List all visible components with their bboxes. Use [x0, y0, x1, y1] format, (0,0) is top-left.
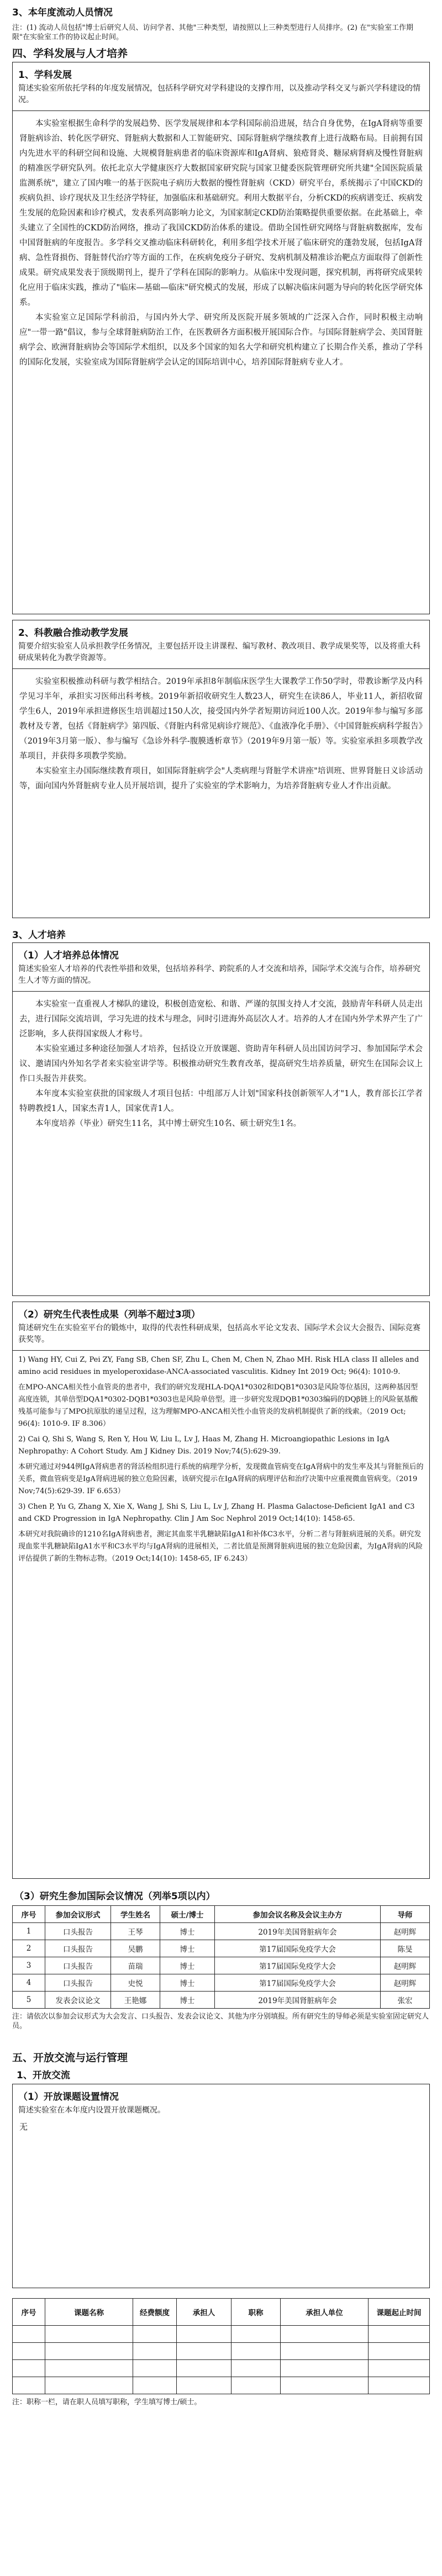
- empty-cell: [369, 2326, 430, 2343]
- empty-cell: [45, 2343, 133, 2360]
- publication-summary: 本研究通过对944例IgA肾病患者的肾活检组织进行系统的病理学分析，发现微血管病变在IgA肾病中的发生率及其与肾脏预后的关系，微血管病变是IgA肾病进展的独立危险因素，该研究提示在IgA肾病的病理评估和治疗决策中应重视微血管病变。（2019 Nov;74(5):629-39. IF 6.653）: [18, 1463, 424, 1495]
- section-3-title: 3、本年度流动人员情况: [12, 7, 113, 18]
- conference-note: 注：请依次以参加会议形式为大会发言、口头报告、发表会议论文、其他为序分别填报。所有研究生的导师必须是实验室固定研究人员。: [12, 2013, 429, 2030]
- empty-cell: [13, 2343, 45, 2360]
- open-topics-title: （1）开放课题设置情况: [18, 2092, 119, 2103]
- empty-cell: [369, 2377, 430, 2394]
- col-header: 学生姓名: [111, 1906, 160, 1923]
- table-row: [13, 2343, 430, 2360]
- col-header: 硕士/博士: [160, 1906, 215, 1923]
- cell: 王艳娜: [111, 1992, 160, 2009]
- table-row: [13, 2377, 430, 2394]
- talent-paragraph: 本实验室一直重视人才梯队的建设，积极创造宽松、和谐、严谨的氛围支持人才交流，鼓励青年科研人员走出去，进行国际交流培训，学习先进的技术与理念，同时引进海外高层次人才。培养的人才在国内外学术界产生了广泛影响，多人获得国家级人才称号。: [19, 1000, 423, 1039]
- open-topics-intro: 简述实验室在本年度内设置开放课题概况。: [18, 2106, 165, 2115]
- open-topics-table-header: [13, 2299, 430, 2326]
- talent-paragraph: 本年度本实验室获批的国家级人才项目包括：中组部万人计划"国家科技创新领军人才"1人，教育部长江学者特聘教授1人，国家杰青1人，国家优青1人。: [19, 1089, 423, 1113]
- empty-cell: [177, 2377, 231, 2394]
- cell: 博士: [160, 1923, 215, 1940]
- table-row: [13, 2360, 430, 2377]
- col-header: 承担人单位: [281, 2299, 369, 2326]
- cell: 1: [13, 1923, 45, 1940]
- discipline-box: [12, 62, 430, 614]
- cell: 3: [13, 1957, 45, 1974]
- table-row: [13, 1957, 430, 1974]
- publication-citation: 1) Wang HY, Cui Z, Pei ZY, Fang SB, Chen SF, Zhu L, Chen M, Chen N, Zhao MH. Risk HLA class II alleles and amino acid residues in myeloperoxidase-ANCA-associated vasculitis. Kidney Int 2019 Oct; 96(4): 1010-9.: [18, 1356, 419, 1376]
- empty-cell: [45, 2360, 133, 2377]
- cell: 博士: [160, 1974, 215, 1992]
- section-4-title: 四、学科发展与人才培养: [12, 48, 128, 60]
- talent-paragraph: 本年度培养（毕业）研究生11名，其中博士研究生10名、硕士研究生1名。: [35, 1119, 302, 1128]
- cell: 发表会议论文: [45, 1992, 111, 2009]
- cell: 张宏: [381, 1992, 430, 2009]
- cell: 博士: [160, 1957, 215, 1974]
- talent-paragraph: 本实验室通过多种途径加强人才培养，包括设立开放课题、资助青年科研人员出国访问学习、参加国际学术会议、邀请国内外知名学者来实验室讲学等。积极推动研究生教育改革，提高研究生培养质量，研究生在国际会议上作口头报告并获奖。: [19, 1045, 423, 1083]
- empty-cell: [369, 2360, 430, 2377]
- talent-overall-title: （1）人才培养总体情况: [18, 950, 119, 961]
- teaching-intro: 简要介绍实验室人员承担教学任务情况，主要包括开设主讲课程、编写教材、教改项目、教学成果奖等，以及将重大科研成果转化为教学资源等。: [13, 640, 429, 669]
- empty-cell: [177, 2360, 231, 2377]
- discipline-intro: 简述实验室所依托学科的年度发展情况，包括科学研究对学科建设的支撑作用，以及推动学科交叉与新兴学科建设的情况。: [13, 82, 429, 111]
- empty-cell: [45, 2326, 133, 2343]
- publication-summary: 本研究对我院确诊的1210名IgA肾病患者，测定其血浆半乳糖缺陷IgA1和补体C3水平，分析二者与肾脏病进展的关系。研究发现血浆半乳糖缺陷IgA1水平和C3水平均与IgA肾病的进展相关，二者比值是预测肾脏病进展的独立危险因素，为IgA肾病的风险评估提供了新的生物标志物。（2019 Oct;14(10): 1458-65, IF 6.243）: [18, 1530, 423, 1563]
- publication-citation: 3) Chen P, Yu G, Zhang X, Xie X, Wang J, Shi S, Liu L, Lv J, Zhang H. Plasma Galactose-Deficient IgA1 and C3 and CKD Progression in IgA Nephropathy. Clin J Am Soc Nephrol 2019 Oct;14(10): 1458-65.: [18, 1503, 415, 1523]
- talent-overall-intro: 简述实验室人才培养的代表性举措和效果，包括培养科学、跨院系的人才交流和培养，国际学术交流与合作，培养研究生人才等方面的情况。: [13, 962, 429, 992]
- empty-cell: [133, 2343, 177, 2360]
- col-header: 课题名称: [45, 2299, 133, 2326]
- cell: 2: [13, 1940, 45, 1957]
- conference-section: [12, 1888, 430, 2031]
- publication-citation: 2) Cai Q, Shi S, Wang S, Ren Y, Hou W, Liu L, Lv J, Haas M, Zhang H. Microangiopathic Lesions in IgA Nephropathy: A Cohort Study. Am J Kidney Dis. 2019 Nov;74(5):629-39.: [18, 1435, 390, 1456]
- open-topics-table: [12, 2298, 430, 2394]
- empty-cell: [281, 2343, 369, 2360]
- cell: 口头报告: [45, 1957, 111, 1974]
- teaching-box: [12, 620, 430, 918]
- col-header: 参加会议形式: [45, 1906, 111, 1923]
- table-row: [13, 1923, 430, 1940]
- discipline-title: 1、学科发展: [18, 70, 72, 81]
- empty-cell: [281, 2360, 369, 2377]
- col-header: 导师: [381, 1906, 430, 1923]
- cell: 苗瑞: [111, 1957, 160, 1974]
- cell: 赵明辉: [381, 1923, 430, 1940]
- col-header: 参加会议名称及会议主办方: [215, 1906, 381, 1923]
- col-header: 课题起止时间: [369, 2299, 430, 2326]
- cell: 第17届国际免疫学大会: [215, 1957, 381, 1974]
- grad-achievements-box: [12, 1302, 430, 1879]
- cell: 史悦: [111, 1974, 160, 1992]
- open-topics-note: 注：职称一栏，请在职人员填写职称，学生填写博士/硕士。: [12, 2398, 202, 2406]
- cell: 吴鹏: [111, 1940, 160, 1957]
- talent-title: 3、人才培养: [12, 930, 66, 941]
- empty-cell: [231, 2343, 281, 2360]
- discipline-body: [13, 111, 429, 376]
- discipline-paragraph: 本实验室立足国际学科前沿，与国内外大学、研究所及医院开展多领域的广泛深入合作，同时积极主动响应"一带一路"倡议，参与全球肾脏病防治工作，在医教研各方面积极开展国际合作。与国际肾脏病学会、美国肾脏病学会、欧洲肾脏病协会等国际学术组织，以及多个国家的知名大学和研究机构建立了长期合作关系，推动了学科的国际化发展，实验室成为国际肾脏病学会认定的国际培训中心，培养国际肾脏病专业人才。: [19, 313, 423, 367]
- empty-cell: [13, 2377, 45, 2394]
- col-header: 序号: [13, 2299, 45, 2326]
- empty-cell: [45, 2377, 133, 2394]
- cell: 口头报告: [45, 1940, 111, 1957]
- open-topics-table-section: [12, 2298, 430, 2407]
- empty-cell: [13, 2360, 45, 2377]
- table-row: [13, 1974, 430, 1992]
- empty-cell: [281, 2377, 369, 2394]
- talent-overall-box: [12, 942, 430, 1296]
- teaching-body: [13, 669, 429, 799]
- empty-cell: [177, 2343, 231, 2360]
- empty-cell: [13, 2326, 45, 2343]
- empty-cell: [231, 2377, 281, 2394]
- cell: 4: [13, 1974, 45, 1992]
- col-header: 经费额度: [133, 2299, 177, 2326]
- col-header: 承担人: [177, 2299, 231, 2326]
- teaching-title: 2、科教融合推动教学发展: [18, 628, 128, 639]
- cell: 博士: [160, 1940, 215, 1957]
- cell: 2019年美国肾脏病年会: [215, 1923, 381, 1940]
- open-topics-box: [12, 2084, 430, 2288]
- open-topics-content: 无: [19, 2122, 28, 2132]
- col-header: 序号: [13, 1906, 45, 1923]
- grad-achievements-list: [13, 1351, 429, 1572]
- table-row: [13, 2326, 430, 2343]
- cell: 第17届国际免疫学大会: [215, 1940, 381, 1957]
- publication-summary: 在MPO-ANCA相关性小血管炎的患者中，我们的研究发现HLA-DQA1*0302和DQB1*0303是风险等位基因，这两种基因型高度连锁，其单倍型DQA1*0302-DQB1*0303也是风险单倍型。进一步研究发现DQB1*0303编码的DQβ链上的风险氨基酸残基可能参与了MPO抗原肽的递呈过程，这为理解MPO-ANCA相关性小血管炎的发病机制提供了新的线索。（2019 Oct; 96(4): 1010-9. IF 8.306）: [18, 1383, 418, 1428]
- discipline-paragraph: 本实验室根据生命科学的发展趋势、医学发展规律和本学科国际前沿进展，结合自身优势，在IgA肾病等重要肾脏病诊治、转化医学研究、肾脏病大数据和人工智能研究、国际肾脏病学继续教育上进行战略布局。目前拥有国内先进水平的科研空间和设施、大规模肾脏病患者的临床资源库和IgA肾病、狼疮肾炎、糖尿病肾病及慢性肾脏病的精准医学研究队列。依托北京大学健康医疗大数据国家研究院与国家卫健委医院管理研究所共建"全国医院质量监测系统"，建立了国内唯一的基于医院电子病历大数据的慢性肾脏病（CKD）研究平台，系统揭示了中国CKD的疾病负担、诊疗现状及卫生经济学特征，加强临床和基础研究。利用大数据平台，分析CKD的疾病谱变迁、疾病发生发展的危险因素和诊疗模式，发表系列高影响力论文，为国家制定CKD防治策略提供重要依据。在此基础上，牵头建立了全国性的CKD防治网络，推动了我国CKD防治体系的建设。借助全国性研究网络与肾脏病数据库，发布中国肾脏病的年度报告。多学科交叉推动临床科研转化，利用多组学技术开展了临床研究的蓬勃发展，包括IgA肾病、急性肾损伤、肾脏替代治疗等方面的工作，在疾病免疫分子研究、发病机制及精准诊治靶点方面取得了创新性成果。研究成果发表于顶级期刊上，提升了学科在国际的影响力。从临床中发现问题，探究机制，再将研究成果转化应用于临床实践，推动了"临床—基础—临床"研究模式的发展，形成了以解决临床问题为导向的转化医学研究体系。: [19, 119, 423, 307]
- open-exchange-title: 1、开放交流: [17, 2070, 70, 2081]
- empty-cell: [369, 2343, 430, 2360]
- cell: 第17届国际免疫学大会: [215, 1974, 381, 1992]
- section-5-title: 五、开放交流与运行管理: [12, 2052, 128, 2064]
- empty-cell: [177, 2326, 231, 2343]
- cell: 赵明辉: [381, 1957, 430, 1974]
- conference-table-header: [13, 1906, 430, 1923]
- teaching-paragraph: 本实验室主办国际继续教育项目，如国际肾脏病学会"人类病理与肾脏学术讲座"培训班、世界肾脏日义诊活动等，面向国内外肾脏病专业人员开展培训，提升了实验室的学术影响力，为培养肾脏病专业人才作出贡献。: [19, 767, 423, 791]
- grad-achievements-title: （2）研究生代表性成果（列举不超过3项）: [18, 1309, 201, 1320]
- cell: 赵明辉: [381, 1974, 430, 1992]
- talent-overall-body: [13, 992, 429, 1137]
- empty-cell: [281, 2326, 369, 2343]
- empty-cell: [133, 2360, 177, 2377]
- cell: 2019年美国肾脏病年会: [215, 1992, 381, 2009]
- grad-achievements-intro: 简述研究生在实验室平台的锻炼中，取得的代表性科研成果，包括高水平论文发表、国际学术会议大会报告、国际竞赛获奖等。: [13, 1321, 429, 1351]
- cell: 王琴: [111, 1923, 160, 1940]
- col-header: 职称: [231, 2299, 281, 2326]
- teaching-paragraph: 实验室积极推动科研与教学相结合。2019年承担8年制临床医学生大课教学工作50学时，带教诊断学及内科学见习半年，承担实习医师出科考核。2019年新招收研究生人数23人，研究生在读86人，毕业11人，新招收留学生6人，2019年承担进修医生培训超过150人次，接受国内外学者短期访问近100人次。2019年参与编写多部教材及专著，包括《肾脏病学》第四版、《肾脏内科常见病诊疗规范》、《血液净化手册》、《中国肾脏疾病科学报告》（2019年3月第一版）、参与编写《急诊外科学-腹膜透析章节》（2019年9月第一版）等。实验室承担多项教学改革项目，并获得多项教学奖励。: [19, 677, 423, 761]
- conference-title: （3）研究生参加国际会议情况（列举5项以内）: [14, 1891, 215, 1902]
- conference-table: [12, 1905, 430, 2009]
- table-row: [13, 1940, 430, 1957]
- section-3-note: 注：(1) 流动人员包括"博士后研究人员、访问学者、其他"三种类型，请按照以上三种类型进行人员排序。(2) 在"实验室工作期限"在实验室工作的协议起止时间。: [12, 24, 414, 41]
- empty-cell: [133, 2377, 177, 2394]
- cell: 陈旻: [381, 1940, 430, 1957]
- cell: 口头报告: [45, 1974, 111, 1992]
- cell: 口头报告: [45, 1923, 111, 1940]
- empty-cell: [231, 2360, 281, 2377]
- empty-cell: [231, 2326, 281, 2343]
- cell: 5: [13, 1992, 45, 2009]
- cell: 博士: [160, 1992, 215, 2009]
- table-row: [13, 1992, 430, 2009]
- empty-cell: [133, 2326, 177, 2343]
